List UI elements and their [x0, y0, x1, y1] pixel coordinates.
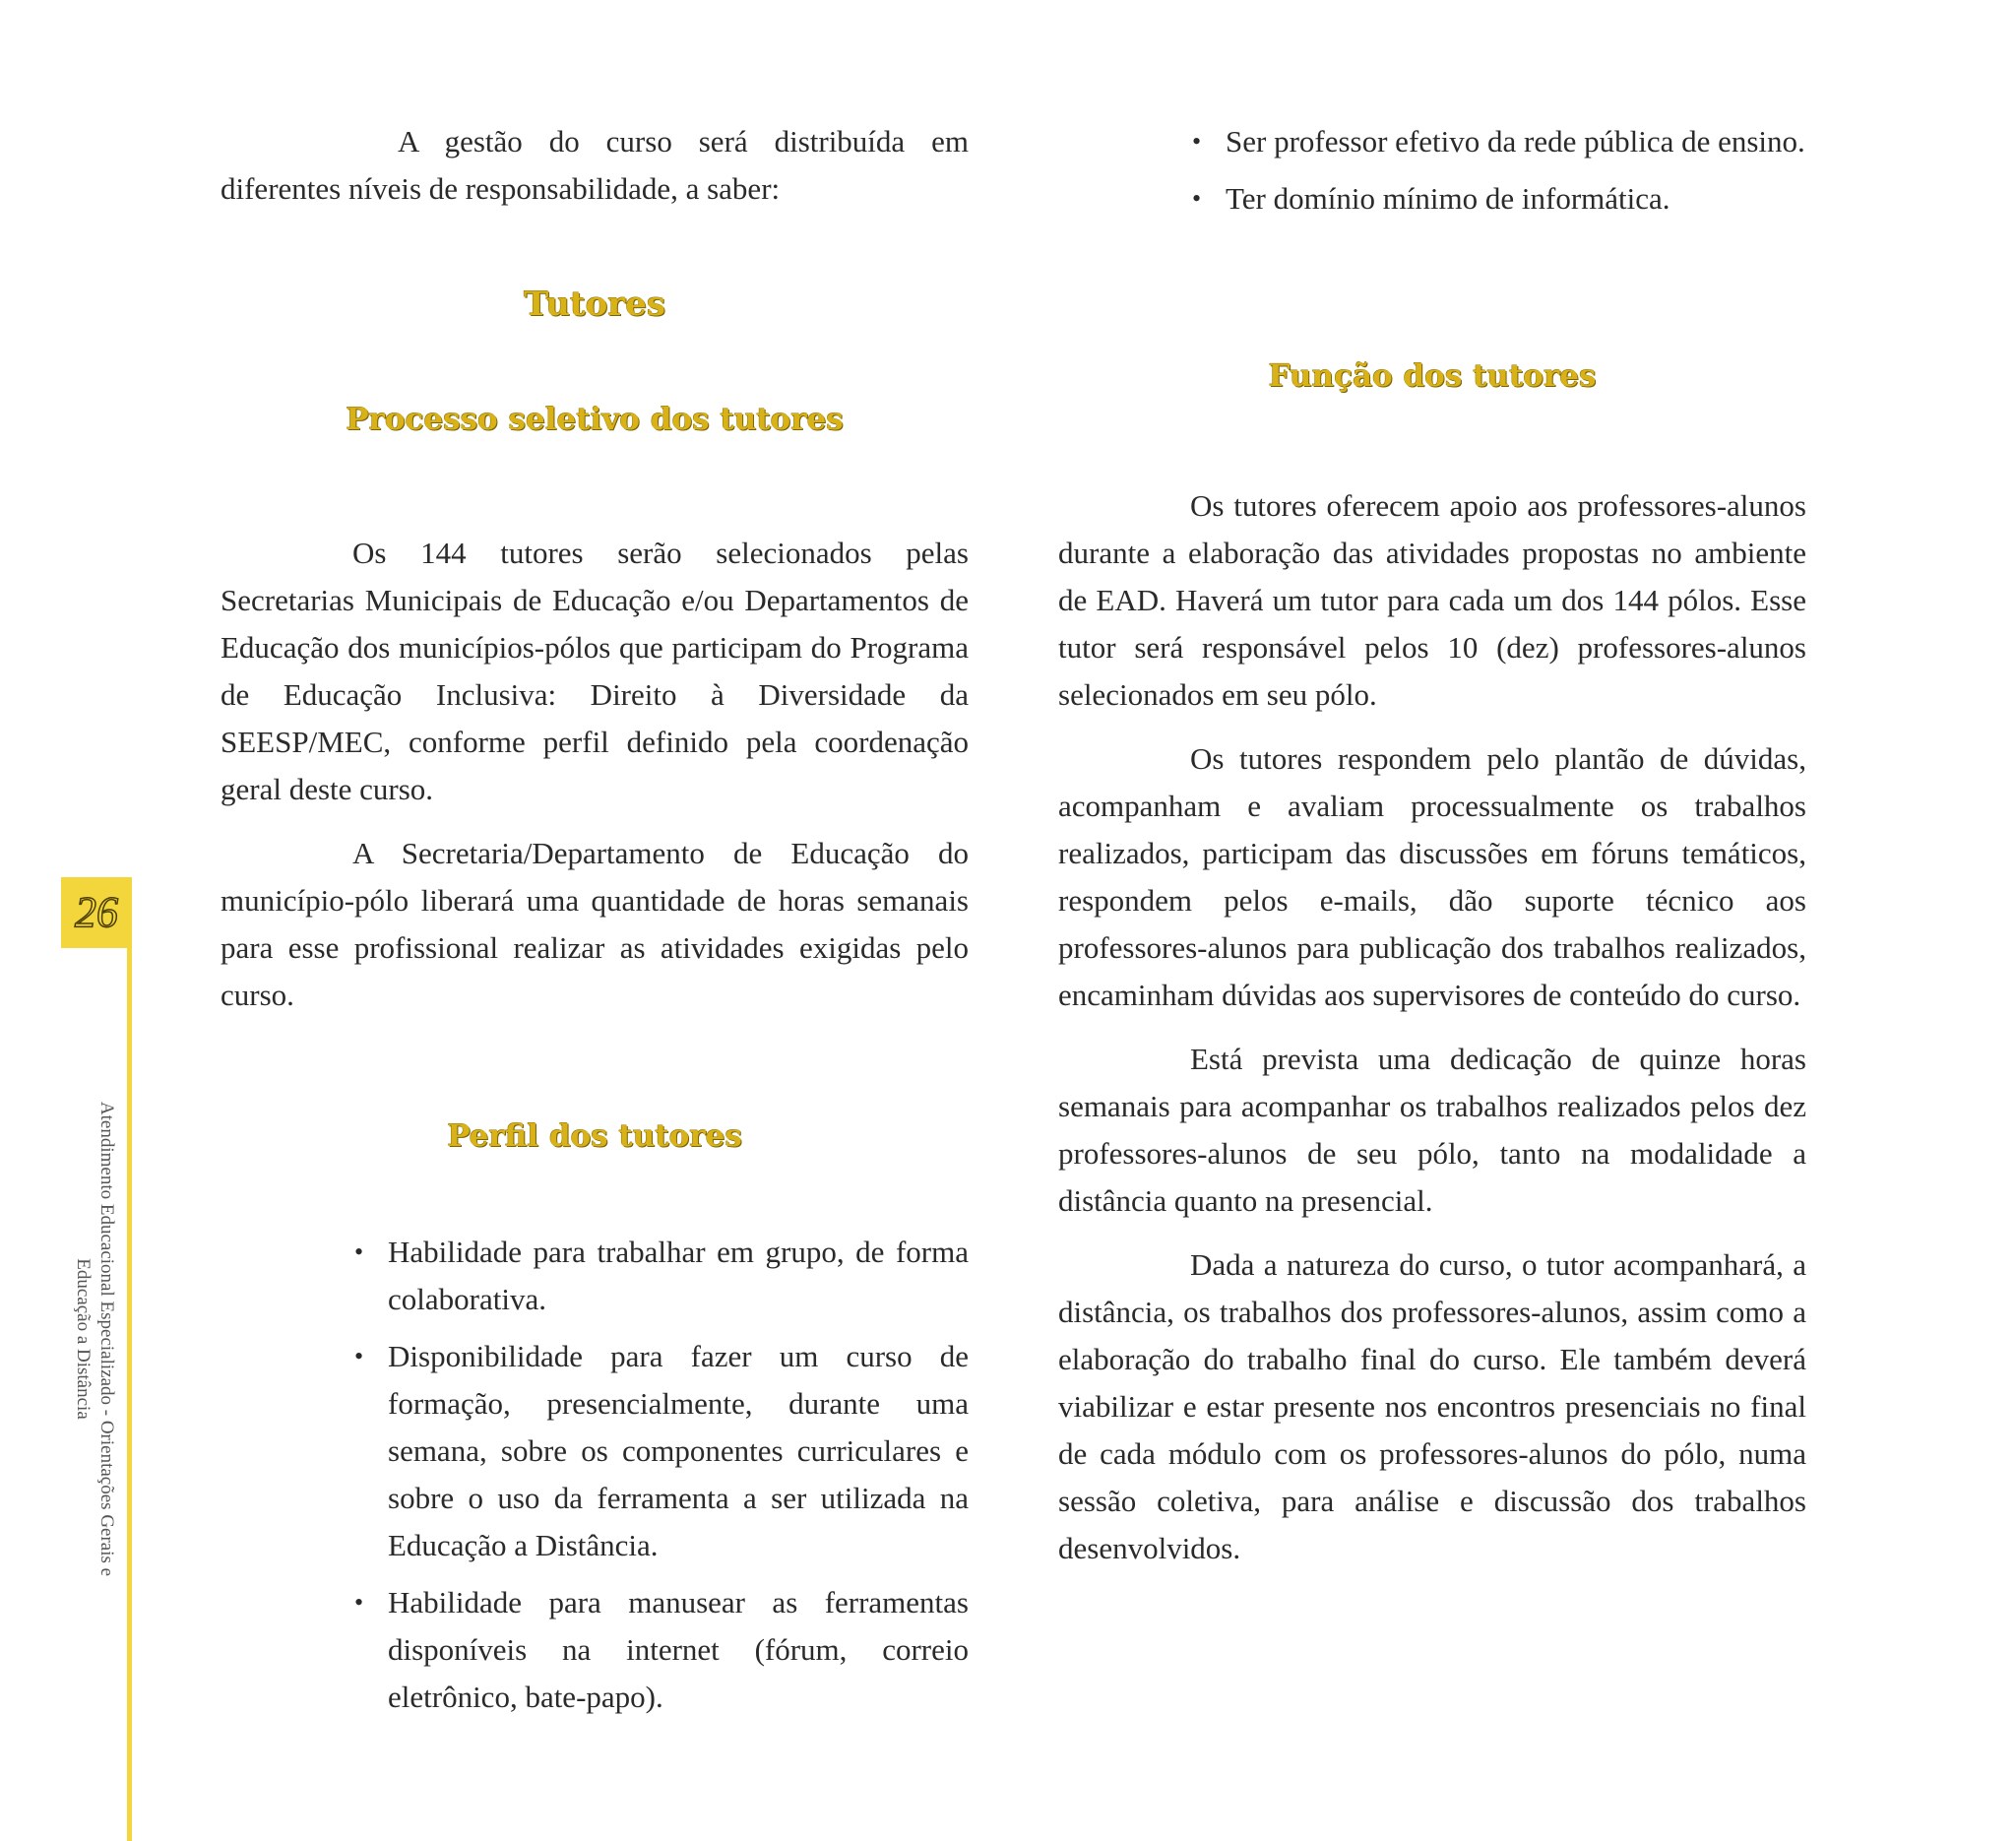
- bullet-icon: •: [354, 1342, 364, 1370]
- perfil-heading-block: [220, 1114, 969, 1158]
- funcao-paragraph-4: Dada a natureza do curso, o tutor acompanhará, a distância, os trabalhos dos professores-alunos, assim como a elaboração do trabalho final do curso. Ele também deverá viabilizar e estar presente nos encontros presenciais no final de cada módulo com os professores-alunos do pólo, numa sessão coletiva, para análise e discussão dos trabalhos desenvolvidos.: [1058, 1247, 1806, 1565]
- page-number: 26: [75, 888, 118, 936]
- funcao-paragraph-2: Os tutores respondem pelo plantão de dúvidas, acompanham e avaliam processualmente os trabalhos realizados, participam das discussões em fóruns temáticos, respondem pelos e-mails, dão suporte técnico aos professores-alunos para publicação dos trabalhos realizados, encaminham dúvidas aos supervisores de conteúdo do curso.: [1058, 741, 1806, 1012]
- intro-block: [220, 118, 969, 213]
- processo-paragraph-1: Os 144 tutores serão selecionados pelas Secretarias Municipais de Educação e/ou Departamentos de Educação dos municípios-pólos que participam do Programa de Educação Inclusiva: Direito à Diversidade da SEESP/MEC, conforme perfil definido pela coordenação geral deste curso.: [220, 536, 969, 806]
- heading-perfil: Perfil dos tutores: [447, 1118, 742, 1154]
- processo-paragraph-2: A Secretaria/Departamento de Educação do município-pólo liberará uma quantidade de horas semanais para esse profissional realizar as atividades exigidas pelo curso.: [220, 836, 969, 1012]
- page-number-tab: [61, 877, 132, 948]
- requirements-list: [1190, 118, 1806, 222]
- side-caption-line2: Educação a Distância: [73, 1258, 94, 1420]
- funcao-paragraph-3: Está prevista uma dedicação de quinze horas semanais para acompanhar os trabalhos realizados pelos dez professores-alunos de seu pólo, tanto na modalidade a distância quanto na presencial.: [1058, 1042, 1806, 1218]
- bullet-icon: •: [1192, 127, 1202, 156]
- list-item: • Ser professor efetivo da rede pública de ensino.: [1190, 118, 1806, 165]
- side-accent-line: [127, 948, 132, 1841]
- bullet-icon: •: [1192, 184, 1202, 213]
- bullet-icon: •: [354, 1238, 364, 1266]
- heading-processo-seletivo: Processo seletivo dos tutores: [346, 402, 844, 437]
- funcao-paragraph-1: Os tutores oferecem apoio aos professores-alunos durante a elaboração das atividades propostas no ambiente de EAD. Haverá um tutor para cada um dos 144 pólos. Esse tutor será responsável pelos 10 (dez) professores-alunos selecionados em seu pólo.: [1058, 488, 1806, 712]
- side-caption-line1: Atendimento Educacional Especializado - Orientações Gerais e: [96, 1101, 117, 1577]
- list-item: • Disponibilidade para fazer um curso de formação, presencialmente, durante uma semana, sobre os componentes curriculares e sobre o uso da ferramenta a ser utilizada na Educação a Distância.: [352, 1333, 969, 1569]
- requirements-list-block: [1190, 118, 1806, 232]
- funcao-text: [1058, 482, 1806, 1589]
- processo-text: [220, 530, 969, 1019]
- perfil-list: [352, 1229, 969, 1721]
- intro-paragraph: A gestão do curso será distribuída em diferentes níveis de responsabilidade, a saber:: [220, 124, 969, 206]
- tutores-heading-block: [220, 281, 969, 328]
- funcao-heading-block: [1058, 354, 1806, 398]
- list-item: • Ter domínio mínimo de informática.: [1190, 175, 1806, 222]
- perfil-list-block: [352, 1229, 969, 1731]
- bullet-icon: •: [354, 1588, 364, 1617]
- list-item: • Habilidade para manusear as ferramentas disponíveis na internet (fórum, correio eletrônico, bate-papo).: [352, 1579, 969, 1721]
- list-item: • Habilidade para trabalhar em grupo, de forma colaborativa.: [352, 1229, 969, 1323]
- processo-heading-block: [220, 398, 969, 441]
- heading-funcao: Função dos tutores: [1268, 358, 1597, 394]
- side-caption: [67, 1063, 118, 1615]
- heading-tutores: Tutores: [524, 285, 665, 324]
